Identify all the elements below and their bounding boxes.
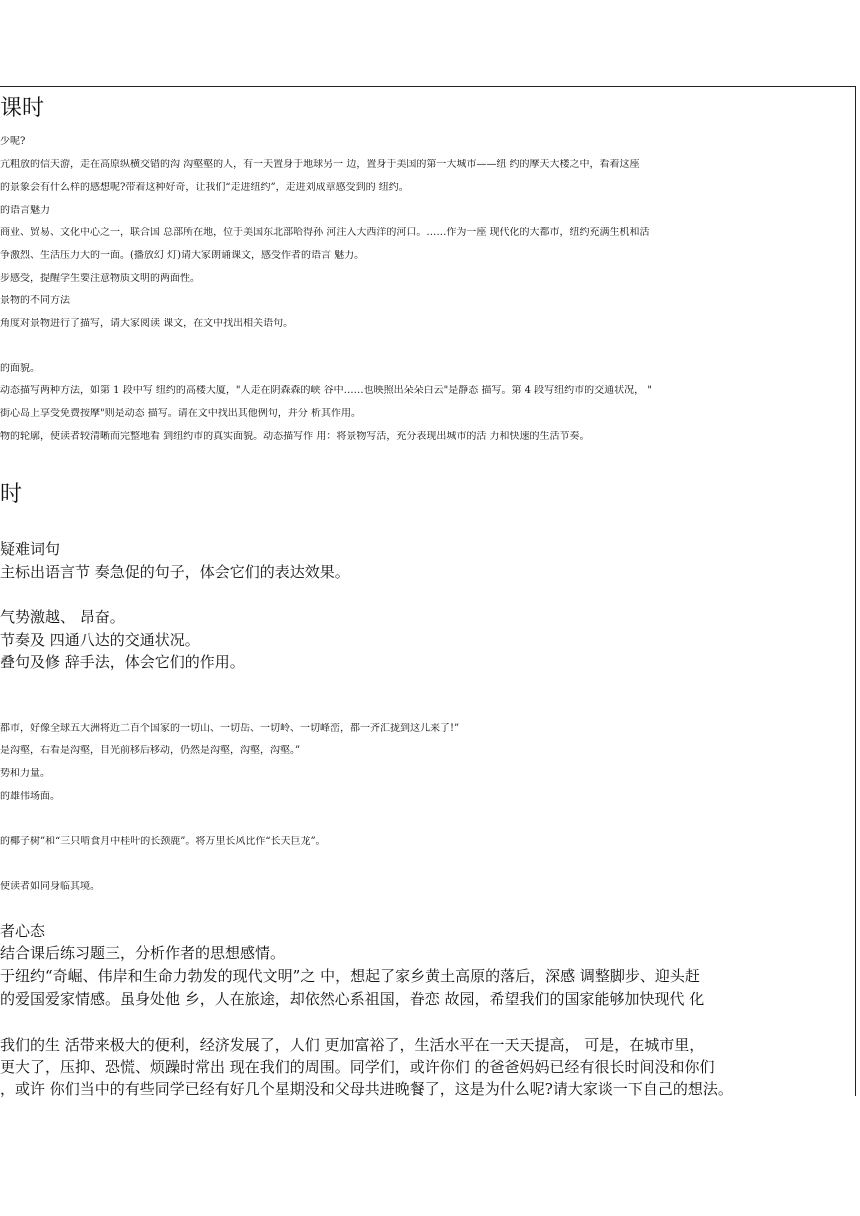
paragraph-line: ，或许 你们当中的有些同学已经有好几个星期没和父母共进晚餐了，这是为什么呢?请大家谈一下自己的想法。 bbox=[0, 1080, 733, 1098]
paragraph-line: 结合课后练习题三，分析作者的思想感情。 bbox=[0, 944, 286, 962]
paragraph-line: 动态描写两种方法，如第 1 段中写 纽约的高楼大厦，"人走在阴森森的峡 谷中……也映照出朵朵白云"是静态 描写。第 4 段写纽约市的交通状况， " bbox=[0, 385, 652, 396]
paragraph-line: 步感受，提醒学生要注意物质文明的两面性。 bbox=[0, 273, 200, 284]
paragraph-line: 的景象会有什么样的感想呢?带着这种好奇，让我们“走进纽约”，走进刘成章感受到的 纽约。 bbox=[0, 182, 409, 193]
paragraph-line: 角度对景物进行了描写，请大家阅读 课文，在文中找出相关语句。 bbox=[0, 318, 294, 329]
table-right-border bbox=[855, 86, 856, 1096]
paragraph-line: 我们的生 活带来极大的便利，经济发展了，人们 更加富裕了，生活水平在一天天提高， 可是，在城市里， bbox=[0, 1036, 705, 1054]
paragraph-line: 气势激越、 昂奋。 bbox=[0, 608, 125, 626]
paragraph-line: 商业、贸易、文化中心之一，联合国 总部所在地，位于美国东北部哈得孙 河注入大西洋的河口。……作为一座 现代化的大都市，纽约充满生机和活 bbox=[0, 227, 650, 238]
paragraph-line: 物的轮廓，使读者较清晰而完整地看 到纽约市的真实面貌。动态描写作 用：将景物写活，充分表现出城市的活 力和快速的生活节奏。 bbox=[0, 431, 590, 442]
paragraph-line: 的语言魅力 bbox=[0, 205, 50, 216]
paragraph-line: 使读者如同身临其境。 bbox=[0, 881, 100, 892]
paragraph-line: 势和力量。 bbox=[0, 768, 50, 779]
paragraph-line: 者心态 bbox=[0, 922, 46, 940]
paragraph-line: 更大了，压抑、恐慌、烦躁时常出 现在我们的周围。同学们，或许你们 的爸爸妈妈已经有很长时间没和你们 bbox=[0, 1058, 715, 1076]
paragraph-line: 的椰子树”和“三只啃食月中桂叶的长颈鹿”。将万里长风比作“长天巨龙”。 bbox=[0, 836, 326, 847]
paragraph-line: 疑难词句 bbox=[0, 540, 61, 558]
paragraph-line: 是沟壑，右看是沟壑，目光前移后移动，仍然是沟壑，沟壑，沟壑。” bbox=[0, 745, 301, 756]
paragraph-line: 的面貌。 bbox=[0, 363, 40, 374]
table-top-border bbox=[0, 86, 856, 87]
paragraph-line: 叠句及修 辞手法，体会它们的作用。 bbox=[0, 653, 245, 671]
section-heading-2: 时 bbox=[0, 482, 23, 507]
paragraph-line: 街心岛上享受免费按摩"则是动态 描写。请在文中找出其他例句，并分 析其作用。 bbox=[0, 408, 361, 419]
paragraph-line: 争激烈、生活压力大的一面。(播放幻 灯)请大家朗诵课文，感受作者的语言 魅力。 bbox=[0, 250, 365, 261]
paragraph-line: 少呢? bbox=[0, 136, 26, 147]
paragraph-line: 都市，好像全球五大洲将近二百个国家的一切山、一切岳、一切岭、一切峰峦，都一齐汇拢到这儿来了!” bbox=[0, 723, 460, 734]
section-heading-1: 课时 bbox=[0, 96, 45, 121]
paragraph-line: 亢粗放的信天游，走在高原纵横交错的沟 沟壑壑的人，有一天置身于地球另一 边，置身于美国的第一大城市——纽 约的摩天大楼之中，看着这座 bbox=[0, 159, 640, 170]
paragraph-line: 景物的不同方法 bbox=[0, 295, 70, 306]
paragraph-line: 于纽约“奇崛、伟岸和生命力勃发的现代文明”之 中，想起了家乡黄土高原的落后，深感 调整脚步、迎头赶 bbox=[0, 967, 700, 985]
paragraph-line: 节奏及 四通八达的交通状况。 bbox=[0, 631, 200, 649]
paragraph-line: 的爱国爱家情感。虽身处他 乡，人在旅途，却依然心系祖国，眷恋 故园，希望我们的国家能够加快现代 化 bbox=[0, 990, 705, 1008]
paragraph-line: 的雄伟场面。 bbox=[0, 791, 60, 802]
paragraph-line: 主标出语言节 奏急促的句子，体会它们的表达效果。 bbox=[0, 563, 350, 581]
